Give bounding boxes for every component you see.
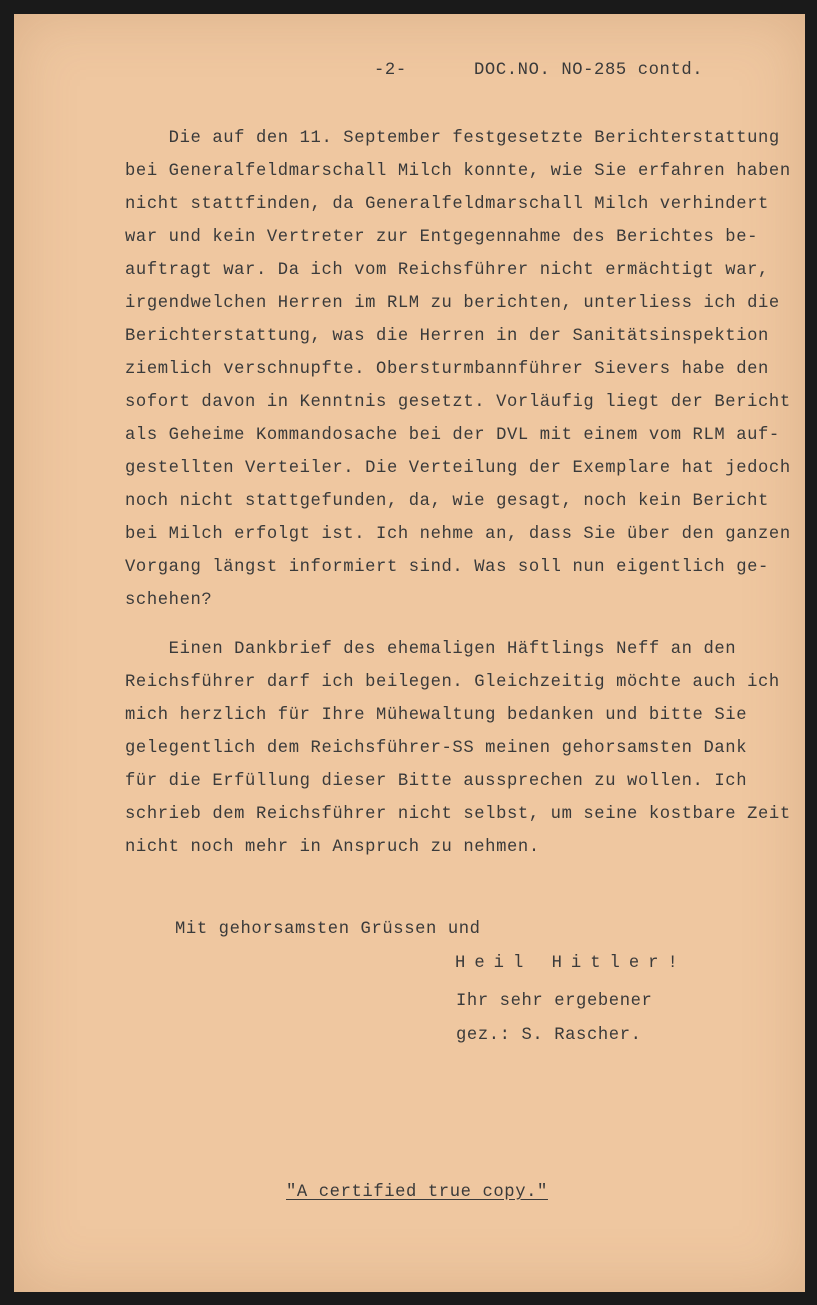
signature: gez.: S. Rascher.: [456, 1026, 642, 1045]
body-line: Reichsführer darf ich beilegen. Gleichzeitig möchte auch ich: [125, 673, 780, 692]
body-line: gestellten Verteiler. Die Verteilung der Exemplare hat jedoch: [125, 459, 791, 478]
body-line: schehen?: [125, 591, 213, 610]
document-number: DOC.NO. NO-285 contd.: [474, 61, 704, 80]
body-line: schrieb dem Reichsführer nicht selbst, um seine kostbare Zeit: [125, 805, 791, 824]
body-line: auftragt war. Da ich vom Reichsführer nicht ermächtigt war,: [125, 261, 769, 280]
closing-greeting: Mit gehorsamsten Grüssen und: [175, 920, 481, 939]
body-line: Vorgang längst informiert sind. Was soll nun eigentlich ge-: [125, 558, 769, 577]
body-line: Einen Dankbrief des ehemaligen Häftlings Neff an den: [125, 640, 737, 659]
body-line: Die auf den 11. September festgesetzte Berichterstattung: [125, 129, 780, 148]
page-number: -2-: [374, 61, 407, 80]
closing-signoff: Ihr sehr ergebener: [456, 992, 653, 1011]
body-line: mich herzlich für Ihre Mühewaltung bedanken und bitte Sie: [125, 706, 748, 725]
body-line: nicht stattfinden, da Generalfeldmarschall Milch verhindert: [125, 195, 769, 214]
body-line: für die Erfüllung dieser Bitte aussprechen zu wollen. Ich: [125, 772, 748, 791]
certification-note: "A certified true copy.": [286, 1183, 548, 1202]
body-line: noch nicht stattgefunden, da, wie gesagt, noch kein Bericht: [125, 492, 769, 511]
body-line: Berichterstattung, was die Herren in der Sanitätsinspektion: [125, 327, 769, 346]
body-line: war und kein Vertreter zur Entgegennahme des Berichtes be-: [125, 228, 759, 247]
body-line: gelegentlich dem Reichsführer-SS meinen gehorsamsten Dank: [125, 739, 748, 758]
body-line: bei Milch erfolgt ist. Ich nehme an, dass Sie über den ganzen: [125, 525, 791, 544]
body-line: bei Generalfeldmarschall Milch konnte, wie Sie erfahren haben: [125, 162, 791, 181]
body-line: sofort davon in Kenntnis gesetzt. Vorläufig liegt der Bericht: [125, 393, 791, 412]
body-line: nicht noch mehr in Anspruch zu nehmen.: [125, 838, 540, 857]
closing-salute: Heil Hitler!: [455, 954, 687, 973]
body-line: irgendwelchen Herren im RLM zu berichten, unterliess ich die: [125, 294, 780, 313]
body-line: ziemlich verschnupfte. Obersturmbannführer Sievers habe den: [125, 360, 769, 379]
body-line: als Geheime Kommandosache bei der DVL mit einem vom RLM auf-: [125, 426, 780, 445]
